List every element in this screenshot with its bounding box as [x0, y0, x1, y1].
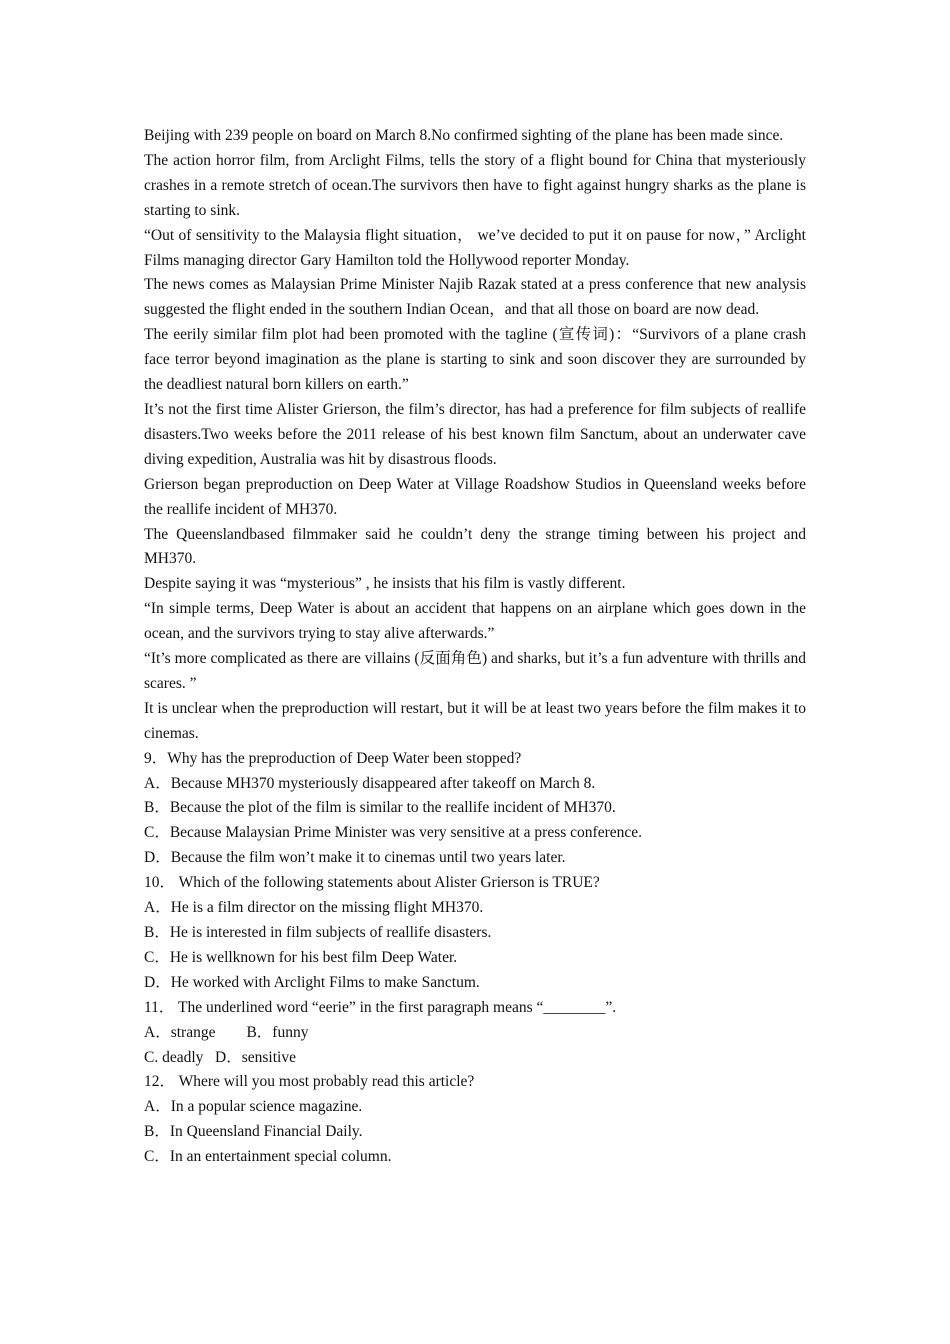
article-paragraph: It is unclear when the preproduction will restart, but it will be at least two years before the film makes it to cinemas. [144, 699, 806, 742]
article-paragraph: Despite saying it was “mysterious” , he insists that his film is vastly different. [144, 575, 626, 593]
question-11 [144, 996, 806, 1071]
article-paragraph: “It’s more complicated as there are villains (反面角色) and sharks, but it’s a fun adventure with thrills and scares. ” [144, 650, 806, 692]
answer-option: B．In Queensland Financial Daily. [144, 1123, 363, 1141]
question-stem: 12． Where will you most probably read this article? [144, 1073, 475, 1091]
answer-option: D．He worked with Arclight Films to make Sanctum. [144, 973, 480, 991]
article-paragraph: It’s not the first time Alister Grierson, the film’s director, has had a preference for film subjects of reallife disasters.Two weeks before the 2011 release of his best known film Sanctum, about an underwater cave diving expedition, Australia was hit by disastrous floods. [144, 400, 806, 468]
question-stem: 11． The underlined word “eerie” in the first paragraph means “________”. [144, 998, 617, 1016]
document-page [144, 124, 806, 1170]
answer-option: C．Because Malaysian Prime Minister was very sensitive at a press conference. [144, 824, 642, 842]
question-stem: 10． Which of the following statements about Alister Grierson is TRUE? [144, 874, 600, 892]
article-paragraph: The news comes as Malaysian Prime Minister Najib Razak stated at a press conference that new analysis suggested the flight ended in the southern Indian Ocean，and that all those on board are now dead. [144, 276, 806, 319]
answer-option-row: A．strange B．funny [144, 1023, 309, 1041]
question-9 [144, 747, 806, 872]
article-paragraph: “In simple terms, Deep Water is about an accident that happens on an airplane which goes down in the ocean, and the survivors trying to stay alive afterwards.” [144, 600, 806, 643]
answer-option-row: C. deadly D．sensitive [144, 1048, 296, 1066]
article-paragraph: The action horror film, from Arclight Films, tells the story of a flight bound for China that mysteriously crashes in a remote stretch of ocean.The survivors then have to fight against hungry sharks as the plane is starting to sink. [144, 151, 806, 219]
article-paragraph: “Out of sensitivity to the Malaysia flight situation， we’ve decided to put it on pause for now，” Arclight Films managing director Gary Hamilton told the Hollywood reporter Monday. [144, 226, 806, 269]
answer-option: A．In a popular science magazine. [144, 1098, 363, 1116]
answer-option: C．In an entertainment special column. [144, 1148, 392, 1166]
answer-option: A．He is a film director on the missing flight MH370. [144, 899, 484, 917]
article-paragraph: The Queenslandbased filmmaker said he couldn’t deny the strange timing between his project and MH370. [144, 525, 806, 568]
question-stem: 9．Why has the preproduction of Deep Water been stopped? [144, 749, 522, 767]
answer-option: B．He is interested in film subjects of reallife disasters. [144, 924, 492, 941]
article-paragraph: Grierson began preproduction on Deep Water at Village Roadshow Studios in Queensland weeks before the reallife incident of MH370. [144, 475, 806, 518]
answer-option: D．Because the film won’t make it to cinemas until two years later. [144, 849, 566, 867]
answer-option: C．He is wellknown for his best film Deep Water. [144, 948, 458, 966]
answer-option: A．Because MH370 mysteriously disappeared after takeoff on March 8. [144, 774, 596, 792]
question-10 [144, 871, 806, 996]
article-paragraph: The eerily similar film plot had been promoted with the tagline (宣传词)：“Survivors of a plane crash face terror beyond imagination as the plane is starting to sink and soon discover they are surrounded by the deadliest natural born killers on earth.” [144, 326, 806, 394]
answer-option: B．Because the plot of the film is similar to the reallife incident of MH370. [144, 799, 616, 817]
article-body [144, 124, 806, 747]
article-paragraph: Beijing with 239 people on board on March 8.No confirmed sighting of the plane has been made since. [144, 127, 784, 144]
question-12 [144, 1070, 806, 1170]
